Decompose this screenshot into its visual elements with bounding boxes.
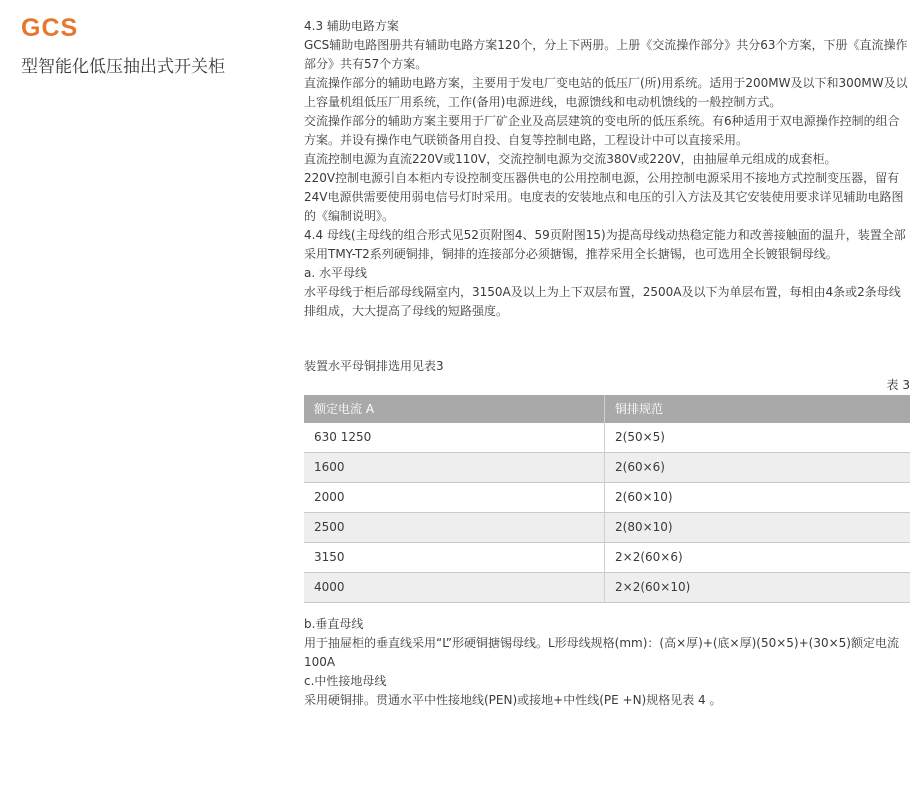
cell-spec: 2×2(60×6) (605, 543, 911, 573)
cell-current: 3150 (304, 543, 605, 573)
subheading-horizontal-busbar: a. 水平母线 (304, 266, 367, 280)
table-row (304, 423, 910, 453)
paragraph-control-power: 直流控制电源为直流220V或110V，交流控制电源为交流380V或220V，由抽屉单元组成的成套柜。 (304, 152, 837, 166)
paragraph-vertical-busbar: 用于抽屉柜的垂直线采用“L”形硬铜搪锡母线。L形母线规格(mm)：(高×厚)+(底×厚)(50×5)+(30×5)额定电流100A (304, 636, 899, 669)
paragraph-dc-operation: 直流操作部分的辅助电路方案，主要用于发电厂变电站的低压厂(所)用系统。适用于200MW及以下和300MW及以上容量机组低压厂用系统，工作(备用)电源进线，电源馈线和电动机馈线的一般控制方式。 (304, 76, 908, 109)
cell-current: 2500 (304, 513, 605, 543)
paragraph-circuit-manual: GCS辅助电路图册共有辅助电路方案120个，分上下两册。上册《交流操作部分》共分63个方案，下册《直流操作部分》共有57个方案。 (304, 38, 908, 71)
spacer (304, 321, 910, 357)
section-heading-4-3: 4.3 辅助电路方案 (304, 19, 399, 33)
header-copper-spec: 铜排规范 (605, 395, 911, 423)
main-content (304, 17, 910, 710)
table-number-label: 表 3 (886, 378, 910, 392)
busbar-spec-table (304, 395, 910, 603)
cell-spec: 2×2(60×10) (605, 573, 911, 603)
cell-current: 630 1250 (304, 423, 605, 453)
cell-spec: 2(60×10) (605, 483, 911, 513)
table-row (304, 573, 910, 603)
table-row (304, 543, 910, 573)
subheading-vertical-busbar: b.垂直母线 (304, 617, 364, 631)
table-header-row (304, 395, 910, 423)
cell-current: 1600 (304, 453, 605, 483)
cell-spec: 2(60×6) (605, 453, 911, 483)
paragraph-ac-operation: 交流操作部分的辅助方案主要用于厂矿企业及高层建筑的变电所的低压系统。有6种适用于双电源操作控制的组合方案。并设有操作电气联锁备用自投、自复等控制电路，工程设计中可以直接采用。 (304, 114, 900, 147)
table-row (304, 453, 910, 483)
cell-current: 4000 (304, 573, 605, 603)
paragraph-neutral-busbar: 采用硬铜排。贯通水平中性接地线(PEN)或接地+中性线(PE +N)规格见表 4 。 (304, 693, 722, 707)
header-rated-current: 额定电流 A (304, 395, 605, 423)
paragraph-horizontal-busbar: 水平母线于柜后部母线隔室内，3150A及以上为上下双层布置，2500A及以下为单层布置，每相由4条或2条母线排组成，大大提高了母线的短路强度。 (304, 285, 901, 318)
subheading-neutral-busbar: c.中性接地母线 (304, 674, 387, 688)
table-row (304, 513, 910, 543)
brand-logo-text: GCS (21, 14, 79, 42)
table-caption: 装置水平母铜排选用见表3 (304, 359, 444, 373)
paragraph-220v-control: 220V控制电源引自本柜内专设控制变压器供电的公用控制电源，公用控制电源采用不接地方式控制变压器，留有24V电源供需要使用弱电信号灯时采用。电度表的安装地点和电压的引入方法及其它安装使用要求详见辅助电路图的《编制说明》。 (304, 171, 904, 223)
section-heading-4-4: 4.4 母线(主母线的组合形式见52页附图4、59页附图15)为提高母线动热稳定能力和改善接触面的温升，装置全部采用TMY-T2系列硬铜排，铜排的连接部分必须搪锡，推荐采用全长搪锡，也可选用全长镀银铜母线。 (304, 228, 906, 261)
cell-spec: 2(80×10) (605, 513, 911, 543)
after-table-section (304, 615, 910, 710)
cell-current: 2000 (304, 483, 605, 513)
product-subtitle: 型智能化低压抽出式开关柜 (21, 57, 225, 77)
table-row (304, 483, 910, 513)
cell-spec: 2(50×5) (605, 423, 911, 453)
